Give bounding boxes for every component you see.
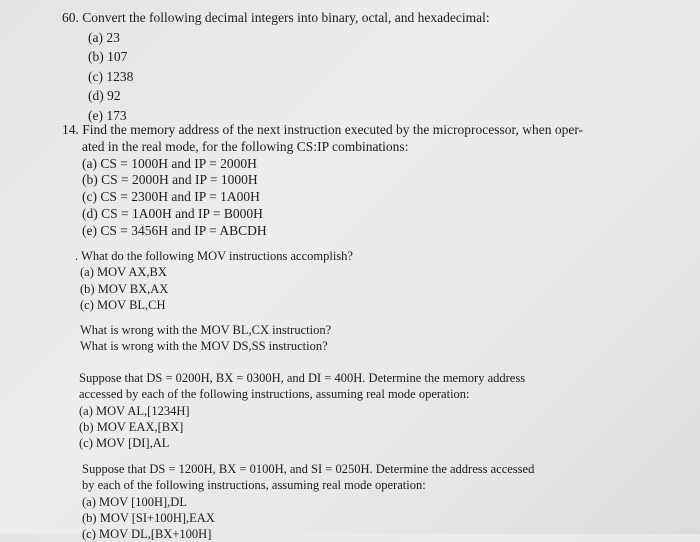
question-mov-instructions xyxy=(75,248,353,313)
question-title: Suppose that DS = 0200H, BX = 0300H, and DI = 400H. Determine the memory address xyxy=(79,371,526,385)
list-item: (b) MOV [SI+100H],EAX xyxy=(82,510,215,525)
question-title: Suppose that DS = 1200H, BX = 0100H, and SI = 0250H. Determine the address accessed xyxy=(82,462,535,476)
question-14 xyxy=(62,122,583,240)
list-item: (a) MOV AX,BX xyxy=(80,265,167,280)
question-memory-address-2 xyxy=(82,461,534,542)
question-title: . What do the following MOV instructions accomplish? xyxy=(75,249,353,263)
list-item: (a) MOV AL,[1234H] xyxy=(79,403,190,418)
list-item: (c) 1238 xyxy=(88,68,134,84)
list-item: (e) CS = 3456H and IP = ABCDH xyxy=(82,222,267,238)
question-60 xyxy=(62,8,490,125)
list-item: (d) 92 xyxy=(88,88,121,103)
list-item: (c) MOV DL,[BX+100H] xyxy=(82,527,212,542)
question-title: 60. Convert the following decimal integers into binary, octal, and hexadecimal: xyxy=(62,10,490,25)
list-item: (e) 173 xyxy=(88,107,127,123)
list-item: (a) 23 xyxy=(88,29,120,45)
question-memory-address-1 xyxy=(79,370,525,451)
list-item: (c) MOV BL,CH xyxy=(80,297,166,312)
list-item: (b) MOV EAX,[BX] xyxy=(79,419,184,434)
list-item: (a) MOV [100H],DL xyxy=(82,494,187,509)
question-line: What is wrong with the MOV DS,SS instruction? xyxy=(80,339,328,354)
list-item: (a) CS = 1000H and IP = 2000H xyxy=(82,155,257,171)
question-title-continued: accessed by each of the following instructions, assuming real mode operation: xyxy=(79,387,470,402)
question-whats-wrong xyxy=(80,322,331,355)
list-item: (b) MOV BX,AX xyxy=(80,281,169,296)
question-title-continued: ated in the real mode, for the following CS:IP combinations: xyxy=(82,138,409,154)
question-title-continued: by each of the following instructions, assuming real mode operation: xyxy=(82,478,426,493)
question-title: 14. Find the memory address of the next instruction executed by the microprocessor, when oper- xyxy=(62,122,584,137)
list-item: (c) MOV [DI],AL xyxy=(79,436,170,451)
list-item: (b) 107 xyxy=(88,49,128,64)
question-line: What is wrong with the MOV BL,CX instruction? xyxy=(80,323,332,337)
list-item: (c) CS = 2300H and IP = 1A00H xyxy=(82,189,260,205)
list-item: (d) CS = 1A00H and IP = B000H xyxy=(82,205,263,221)
list-item: (b) CS = 2000H and IP = 1000H xyxy=(82,172,258,188)
